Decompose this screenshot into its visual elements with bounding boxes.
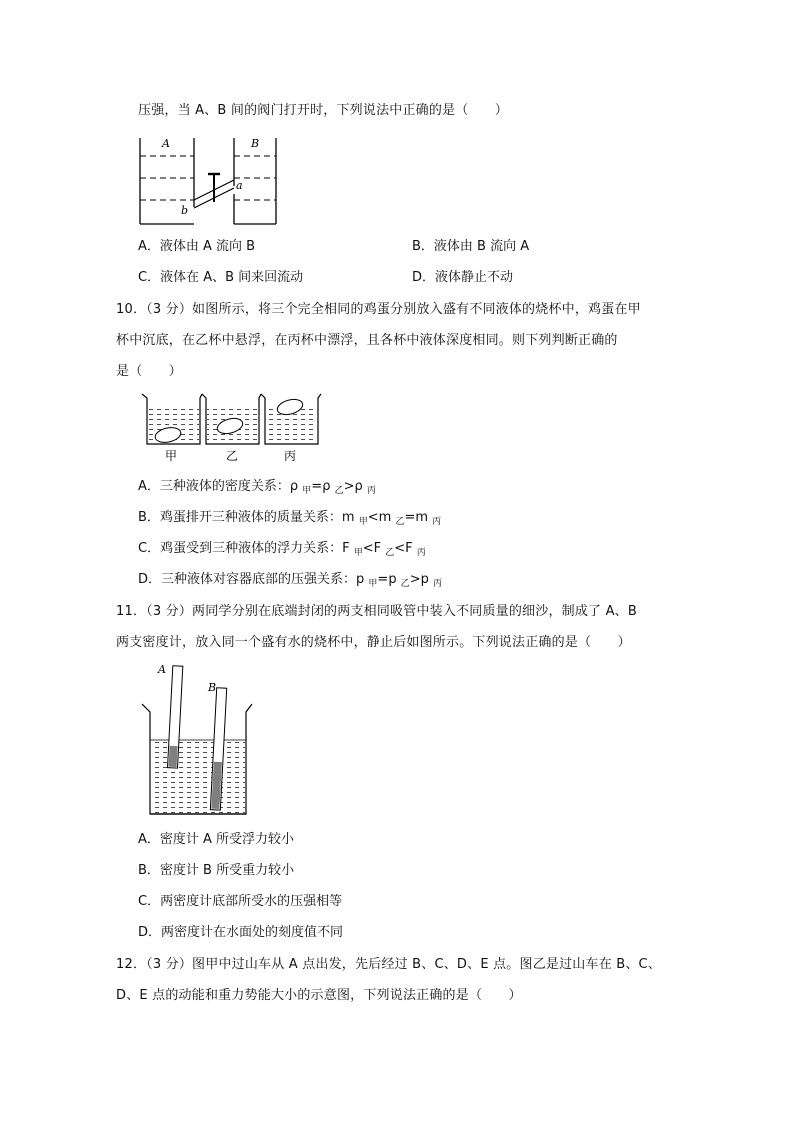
q10-stem-line3: 是（ ） (116, 364, 183, 379)
q9-option-c: C．液体在 A、B 间来回流动 (138, 270, 304, 285)
q10-label-yi: 乙 (226, 449, 239, 463)
q10-b-mid1: <m (367, 510, 396, 525)
q10-stem-line1: 10．（3 分）如图所示，将三个完全相同的鸡蛋分别放入盛有不同液体的烧杯中，鸡蛋在甲 (116, 302, 641, 317)
q10-a-text: A．三种液体的密度关系：ρ (138, 479, 303, 494)
q9-option-d: D．液体静止不动 (412, 270, 514, 285)
q12-stem-line1: 12．（3 分）图甲中过山车从 A 点出发，先后经过 B、C、D、E 点。图乙是过山车在 B、C、 (116, 957, 662, 972)
q10-b-mid2: =m (404, 510, 433, 525)
q10-c-sub1: 甲 (353, 548, 363, 558)
q10-option-a (138, 478, 376, 500)
q9-connected-tanks-figure (138, 134, 278, 230)
q10-stem-line2: 杯中沉底，在乙杯中悬浮，在丙杯中漂浮，且各杯中液体深度相同。则下列判断正确的 (116, 333, 618, 348)
q10-a-mid2: >ρ (343, 479, 367, 494)
q10-d-sub1: 甲 (368, 579, 378, 589)
q11-option-a: A．密度计 A 所受浮力较小 (138, 832, 295, 847)
q10-label-bing: 丙 (284, 449, 297, 463)
q10-b-sub2: 乙 (395, 517, 405, 527)
q11-option-d: D．两密度计在水面处的刻度值不同 (138, 925, 344, 940)
q9-stem: 压强，当 A、B 间的阀门打开时，下列说法中正确的是（ ） (138, 103, 509, 118)
q9-port-a-label: a (236, 179, 243, 192)
q10-c-sub2: 乙 (385, 548, 395, 558)
q10-option-c (138, 540, 426, 562)
q10-c-mid1: <F (362, 541, 386, 556)
q11-density-meter-figure (138, 660, 258, 820)
q10-option-d (138, 571, 442, 593)
q10-c-mid2: <F (394, 541, 417, 556)
q9-label-b: B (251, 137, 260, 150)
q10-a-sub1: 甲 (302, 486, 312, 496)
q10-d-text: D．三种液体对容器底部的压强关系：p (138, 572, 369, 587)
q10-c-sub3: 丙 (416, 548, 426, 558)
q10-a-mid1: =ρ (311, 479, 335, 494)
q10-option-b (138, 509, 441, 531)
q11-option-c: C．两密度计底部所受水的压强相等 (138, 894, 343, 909)
q10-b-text: B．鸡蛋排开三种液体的质量关系：m (138, 510, 359, 525)
q10-b-sub1: 甲 (358, 517, 368, 527)
q10-d-sub2: 乙 (400, 579, 410, 589)
q9-label-a: A (162, 137, 170, 150)
q11-label-a: A (158, 663, 166, 676)
q10-a-sub2: 乙 (334, 486, 344, 496)
q10-label-jia: 甲 (165, 449, 178, 463)
q10-three-beakers-figure (140, 392, 326, 464)
q9-option-b: B．液体由 B 流向 A (412, 239, 530, 254)
q10-c-text: C．鸡蛋受到三种液体的浮力关系：F (138, 541, 354, 556)
q10-a-sub3: 丙 (366, 486, 376, 496)
q11-stem-line2: 两支密度计，放入同一个盛有水的烧杯中，静止后如图所示。下列说法正确的是（ ） (116, 635, 631, 650)
q9-option-a: A．液体由 A 流向 B (138, 239, 256, 254)
q11-stem-line1: 11．（3 分）两同学分别在底端封闭的两支相同吸管中装入不同质量的细沙，制成了 A、B (116, 604, 637, 619)
q11-option-b: B．密度计 B 所受重力较小 (138, 863, 295, 878)
q9-port-b-label: b (181, 204, 189, 217)
q10-d-mid2: >p (409, 572, 433, 587)
q10-d-sub3: 丙 (433, 579, 443, 589)
q10-d-mid1: =p (377, 572, 401, 587)
q10-b-sub3: 丙 (432, 517, 442, 527)
q12-stem-line2: D、E 点的动能和重力势能大小的示意图，下列说法正确的是（ ） (116, 988, 522, 1003)
q11-label-b: B (208, 681, 217, 694)
